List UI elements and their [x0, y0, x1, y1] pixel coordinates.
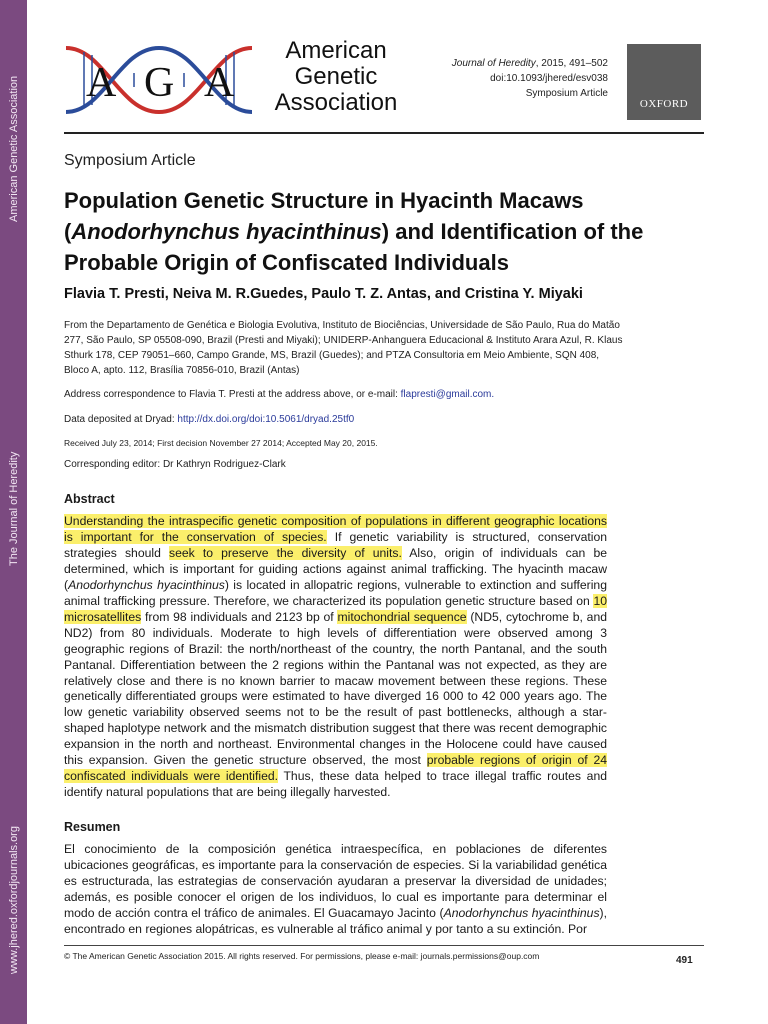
- journal-meta: [452, 56, 608, 101]
- resumen-body: El conocimiento de la composición genética intraespecífica, en poblaciones de diferentes ubicaciones geográficas, es importante para la conservación de especies. Si la variabilidad genética es estructurada, las estrategias de conservación ayudaran a preservar la diversidad de unidades; además, es posible conocer el origen de los individuos, lo cual es importante para determinar el modo de acción contra el tráfico de animales. El Guacamayo Jacinto (Anodorhynchus hyacinthinus), encontrado en regiones alopátricas, es vulnerable al tráfico animal y por tanto a su extinción. Por: [64, 842, 607, 936]
- dryad-link[interactable]: http://dx.doi.org/doi:10.5061/dryad.25tf0: [177, 414, 355, 425]
- doi: doi:10.1093/jhered/esv038: [490, 73, 608, 84]
- editor-line: Corresponding editor: Dr Kathryn Rodriguez-Clark: [64, 459, 286, 470]
- organization-name: American Genetic Association: [274, 37, 398, 116]
- copyright: © The American Genetic Association 2015. All rights reserved. For permissions, please e-mail: journals.permissions@oup.com: [64, 951, 540, 961]
- sidebar: [0, 0, 27, 1024]
- logo-letter-a2: A: [204, 60, 235, 106]
- email-link[interactable]: flapresti@gmail.com.: [400, 389, 495, 400]
- affiliation: From the Departamento de Genética e Biologia Evolutiva, Instituto de Biociências, Universidade de São Paulo, Rua do Matão 277, São Paulo, SP 05508-090, Brazil (Presti and Miyaki); UNIDERP-Anhanguera Educacional & Instituto Arara Azul, R. Klaus Sthurk 178, CEP 79051–660, Campo Grande, MS, Brazil (Guedes); and PTZA Consultoria em Meio Ambiente, SQN 408, Bloco A, apto. 112, Brasília 70856-010, Brazil (Antas): [64, 320, 623, 376]
- oxford-label: OXFORD: [639, 98, 689, 110]
- abstract-heading: Abstract: [64, 492, 115, 506]
- aga-logo: [64, 38, 254, 122]
- logo-letter-g: G: [144, 60, 175, 106]
- correspondence: Address correspondence to Flavia T. Presti at the address above, or e-mail: flapresti@gmail.com.: [64, 389, 495, 400]
- page-number: 491: [676, 955, 693, 966]
- oxford-logo: [627, 44, 701, 120]
- sidebar-journal-text: The Journal of Heredity: [8, 451, 20, 566]
- sidebar-association-text: American Genetic Association: [8, 75, 20, 222]
- article-title: Population Genetic Structure in Hyacinth Macaws (Anodorhynchus hyacinthinus) and Identification of the Probable Origin of Confiscated Individuals: [64, 188, 644, 275]
- resumen-heading: Resumen: [64, 820, 121, 834]
- journal-section: Symposium Article: [525, 88, 608, 99]
- header-rule: [64, 132, 704, 134]
- dryad-line: Data deposited at Dryad: http://dx.doi.org/doi:10.5061/dryad.25tf0: [64, 414, 355, 425]
- journal-name: Journal of Heredity: [451, 58, 536, 69]
- sidebar-url-text[interactable]: www.jhered.oxfordjournals.org: [8, 826, 20, 974]
- article-type: Symposium Article: [64, 152, 196, 169]
- abstract-body: Understanding the intraspecific genetic composition of populations in different geographic locations is important for the conservation of species. If genetic variability is structured, conservation strategies should seek to preserve the diversity of units. Also, origin of individuals can be determined, which is important for guiding actions against animal trafficking. The hyacinth macaw (Anodorhynchus hyacinthinus) is located in allopatric regions, vulnerable to extinction and suffering animal trafficking pressure. Therefore, we characterized its population genetic structure based on 10 microsatellites from 98 individuals and 2123 bp of mitochondrial sequence (ND5, cytochrome b, and ND2) from 80 individuals. Moderate to high levels of differentiation were observed among 3 geographic regions of Brazil: the north/northeast of the country, the north Pantanal, and the south Pantanal. Differentiation between the 2 regions within the Pantanal was not expected, as they are relatively close and there is no known barrier to macaw movement between these regions. These genetically differentiated groups were estimated to have diverged 16 000 to 42 000 years ago. The low genetic variability observed seems not to be the result of past bottlenecks, although a star-shaped haplotype network and the mismatch distribution suggest that there was recent demographic expansion in the north and northeast. Environmental changes in the Holocene could have caused this expansion. Given the genetic structure observed, the most probable regions of origin of 24 confiscated individuals were identified. Thus, these data helped to trace illegal traffic routes and identify natural populations that are being illegally harvested.: [64, 514, 608, 800]
- authors: Flavia T. Presti, Neiva M. R.Guedes, Paulo T. Z. Antas, and Cristina Y. Miyaki: [64, 286, 583, 302]
- journal-citation: , 2015, 491–502: [535, 58, 608, 69]
- logo-letter-a1: A: [86, 60, 117, 106]
- footer-rule: [64, 945, 704, 946]
- dates-line: Received July 23, 2014; First decision November 27 2014; Accepted May 20, 2015.: [64, 438, 378, 448]
